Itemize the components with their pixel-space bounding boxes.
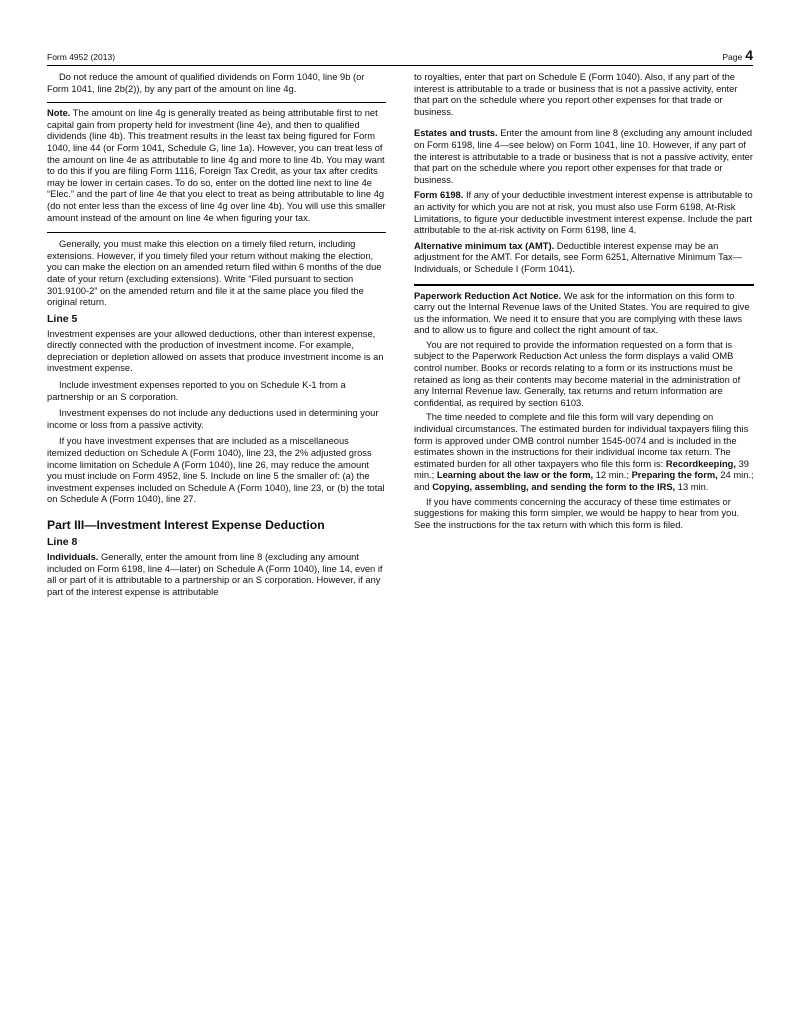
individuals-label: Individuals.	[47, 552, 99, 562]
estates-label: Estates and trusts.	[414, 128, 498, 139]
time-burden-paragraph	[414, 412, 754, 493]
pra-label: Paperwork Reduction Act Notice.	[414, 290, 562, 301]
estates-paragraph	[414, 128, 754, 186]
note-bottom-rule	[47, 232, 386, 233]
form-id: Form 4952 (2013)	[47, 52, 116, 62]
individuals-paragraph	[47, 552, 386, 598]
copying-label: Copying, assembling, and sending the form to the IRS,	[432, 482, 676, 492]
page-number: 4	[745, 47, 753, 63]
amt-text: Deductible interest expense may be an adjustment for the AMT. For details, see Form 6251, Alternative Minimum Tax—Individuals, or Schedule I (Form 1041).	[414, 240, 743, 274]
royalties-paragraph: to royalties, enter that part on Schedule E (Form 1040). Also, if any part of the interest is attributable to a trade or business that is not a passive activity, enter that part on the schedule where you report other expenses for that trade or business.	[414, 72, 738, 117]
individuals-text: Generally, enter the amount from line 8 (excluding any amount included on Form 6198, line 4—later) on Schedule A (Form 1040), line 14, even if all or part of it is attributable to a partnership or an S corporation. However, if any part of the interest expense is attributable	[47, 552, 383, 597]
page-word: Page	[722, 52, 743, 62]
page-header	[47, 44, 753, 66]
right-column	[414, 72, 754, 531]
election-paragraph: Generally, you must make this election on a timely filed return, including extensions. However, if you timely filed your return without making the election, you can make the election on an amended return filed within 6 months of the due date of your return (excluding extensions). Write “Filed pursuant to section 301.9100-2” on the amended return and file it at the same place you filed the original return.	[47, 239, 382, 308]
header-rule	[47, 65, 753, 66]
pra-text: We ask for the information on this form to carry out the Internal Revenue laws of the United States. You are required to give us the information. We need it to ensure that you are complying with these laws and to allow us to figure and collect the right amount of tax.	[414, 290, 750, 336]
part3-heading: Part III—Investment Interest Expense Deduction	[47, 518, 325, 532]
recordkeeping-value: 39 min.;	[414, 458, 749, 481]
form6198-text: If any of your deductible investment interest expense is attributable to an activity for which you are not at risk, you must also use Form 6198, At-Risk Limitations, to figure your deductible investment interest expense. Include the part attributable to the at-risk activity on Form 6198, line 4.	[414, 190, 753, 236]
not-required-paragraph: You are not required to provide the information requested on a form that is subject to the Paperwork Reduction Act unless the form displays a valid OMB control number. Books or records relating to a form or its instructions must be retained as long as their contents may become material in the administration of any Internal Revenue law. Generally, tax returns and return information are confidential, as required by section 6103.	[414, 339, 741, 408]
form6198-label: Form 6198.	[414, 190, 464, 201]
copying-value: 13 min.	[675, 482, 709, 492]
preparing-value: 24 min.; and	[414, 470, 754, 492]
form6198-paragraph	[414, 190, 754, 236]
qualified-dividends-paragraph: Do not reduce the amount of qualified dividends on Form 1040, line 9b (or Form 1041, line 2b(2)), by any part of the amount on line 4g.	[47, 72, 365, 94]
line5-heading: Line 5	[47, 312, 78, 325]
learning-value: 12 min.;	[593, 470, 632, 481]
note-top-rule	[47, 102, 386, 103]
estates-text: Enter the amount from line 8 (excluding any amount included on Form 6198, line 4—see below) on Form 1041, line 10. However, if any part of the interest is attributable to a trade or business that is not a passive activity, enter that part on the schedule where you report other expenses for that trade or business.	[414, 128, 753, 185]
line5-paragraph-2: Include investment expenses reported to you on Schedule K-1 from a partnership or an S corporation.	[47, 380, 346, 402]
note-text: The amount on line 4g is generally treated as being attributable first to net capital gain from property held for investment (line 4e), and then to qualified dividends (line 4b). This treatment results in the least tax being figured for Form 1040, line 44 (or Form 1041, Schedule G, line 1a). However, you can treat less of the amount on line 4e as attributable to line 4g and more to line 4b. You may want to do this if you are filing Form 1116, Foreign Tax Credit, as your tax after credits may be lower in certain cases. To do so, enter on the dotted line next to line 4e “Elec.” and the part of line 4e that you elect to treat as being attributable to line 4g (do not enter less than the excess of line 4g over line 4b). You will use this smaller amount instead of the amount on line 4e when figuring your tax.	[47, 108, 386, 223]
line5-paragraph-4: If you have investment expenses that are included as a miscellaneous itemized deduction on Schedule A (Form 1040), line 23, the 2% adjusted gross income limitation on Schedule A (Form 1040), line 26, may reduce the amount you must include on Form 4952, line 5. Include on line 5 the smaller of: (a) the investment expenses included on Schedule A (Form 1040), line 23, or (b) the total on Schedule A (Form 1040), line 27.	[47, 436, 385, 505]
note-label: Note.	[47, 108, 71, 119]
page-label	[722, 47, 753, 63]
recordkeeping-label: Recordkeeping,	[665, 458, 736, 469]
pra-top-rule	[414, 284, 754, 286]
line5-paragraph-1: Investment expenses are your allowed deductions, other than interest expense, directly connected with the production of investment income. For example, depreciation or depletion allowed on assets that produce investment income is an investment expense.	[47, 328, 384, 374]
pra-paragraph	[414, 291, 754, 337]
line8-heading: Line 8	[47, 536, 78, 548]
left-column	[47, 72, 386, 598]
preparing-label: Preparing the form,	[631, 470, 718, 481]
comments-paragraph: If you have comments concerning the accuracy of these time estimates or suggestions for making this form simpler, we would be happy to hear from you. See the instructions for the tax return with which this form is filed.	[414, 496, 740, 530]
time-intro: The time needed to complete and file this form will vary depending on individual circumstances. The estimated burden for individual taxpayers filing this form is approved under OMB control number 1545-0074 and is included in the estimates shown in the instructions for their individual income tax return. The estimated burden for all other taxpayers who file this form is:	[414, 412, 749, 469]
note-paragraph	[47, 108, 386, 224]
amt-label: Alternative minimum tax (AMT).	[414, 240, 555, 251]
amt-paragraph	[414, 241, 754, 276]
line5-paragraph-3: Investment expenses do not include any deductions used in determining your income or loss from a passive activity.	[47, 408, 379, 430]
learning-label: Learning about the law or the form,	[436, 470, 594, 481]
